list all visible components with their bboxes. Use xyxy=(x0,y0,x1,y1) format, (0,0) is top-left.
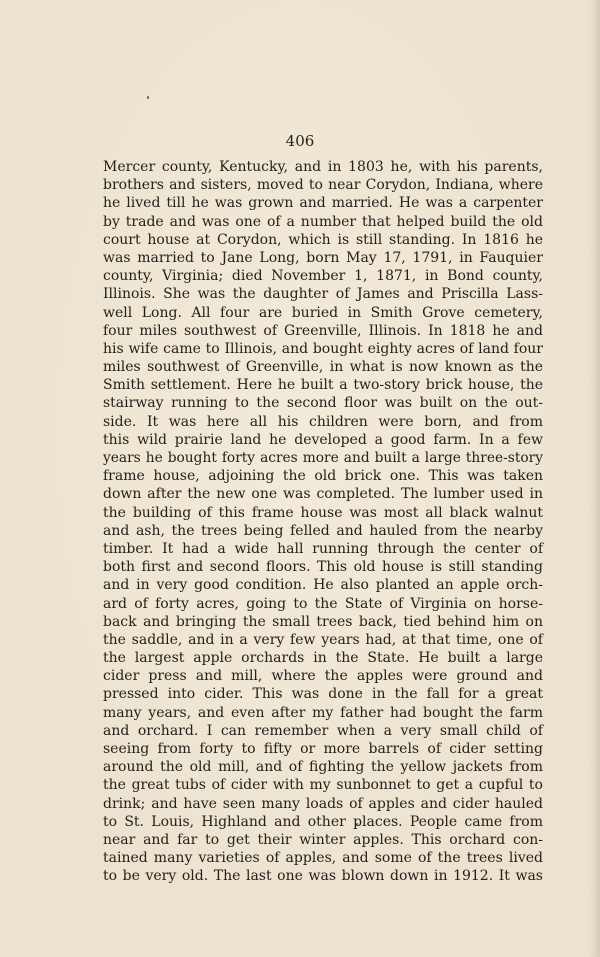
text-line: Illinois. She was the daughter of James and Priscilla Lass- xyxy=(103,286,543,303)
page-number: 406 xyxy=(285,132,315,150)
body-text xyxy=(103,158,543,886)
text-line: brothers and sisters, moved to near Corydon, Indiana, where xyxy=(103,177,543,194)
text-line: around the old mill, and of fighting the yellow jackets from xyxy=(103,759,543,776)
text-line: Mercer county, Kentucky, and in 1803 he, with his parents, xyxy=(103,159,543,175)
text-line: court house at Corydon, which is still standing. In 1816 he xyxy=(103,231,543,248)
text-line: stairway running to the second floor was built on the out- xyxy=(103,395,543,412)
text-line: the saddle, and in a very few years had, at that time, one of xyxy=(103,631,543,648)
text-line: back and bringing the small trees back, tied behind him on xyxy=(103,613,543,630)
text-line: seeing from forty to fifty or more barrels of cider setting xyxy=(103,741,543,757)
text-line: his wife came to Illinois, and bought eighty acres of land four xyxy=(103,340,543,357)
text-line: cider press and mill, where the apples were ground and xyxy=(103,668,543,685)
text-line: timber. It had a wide hall running through the center of xyxy=(103,540,543,557)
text-line: both first and second floors. This old house is still standing xyxy=(103,559,543,576)
paper-speck xyxy=(147,96,149,99)
text-line: near and far to get their winter apples. This orchard con- xyxy=(103,831,543,848)
text-line: to be very old. The last one was blown down in 1912. It was xyxy=(103,868,543,885)
text-line: years he bought forty acres more and built a large three-story xyxy=(103,450,543,466)
text-line: county, Virginia; died November 1, 1871, in Bond county, xyxy=(103,268,543,285)
text-line: frame house, adjoining the old brick one. This was taken xyxy=(103,468,543,485)
text-line: this wild prairie land he developed a good farm. In a few xyxy=(103,431,543,448)
text-line: miles southwest of Greenville, in what is now known as the xyxy=(103,359,543,376)
text-line: pressed into cider. This was done in the fall for a great xyxy=(103,686,543,703)
text-line: side. It was here all his children were born, and from xyxy=(103,413,543,430)
text-line: down after the new one was completed. The lumber used in xyxy=(103,486,543,503)
text-line: by trade and was one of a number that helped build the old xyxy=(103,213,543,230)
text-line: and orchard. I can remember when a very small child of xyxy=(103,722,543,739)
text-line: the great tubs of cider with my sunbonnet to get a cupful to xyxy=(103,777,543,794)
text-line: ard of forty acres, going to the State of Virginia on horse- xyxy=(103,595,543,612)
text-line: the building of this frame house was most all black walnut xyxy=(103,504,543,521)
text-line: to St. Louis, Highland and other places. People came from xyxy=(103,813,543,830)
text-line: he lived till he was grown and married. He was a carpenter xyxy=(103,195,543,212)
text-line: and ash, the trees being felled and hauled from the nearby xyxy=(103,522,543,539)
text-line: Smith settlement. Here he built a two-story brick house, the xyxy=(103,377,543,394)
text-line: was married to Jane Long, born May 17, 1791, in Fauquier xyxy=(103,249,543,266)
text-line: drink; and have seen many loads of apples and cider hauled xyxy=(103,795,543,812)
text-line: many years, and even after my father had bought the farm xyxy=(103,704,543,721)
text-line: and in very good condition. He also planted an apple orch- xyxy=(103,577,543,594)
text-line: tained many varieties of apples, and some of the trees lived xyxy=(103,850,543,867)
text-line: well Long. All four are buried in Smith Grove cemetery, xyxy=(103,304,543,321)
text-line: the largest apple orchards in the State. He built a large xyxy=(103,650,543,667)
text-line: four miles southwest of Greenville, Illinois. In 1818 he and xyxy=(103,322,543,339)
